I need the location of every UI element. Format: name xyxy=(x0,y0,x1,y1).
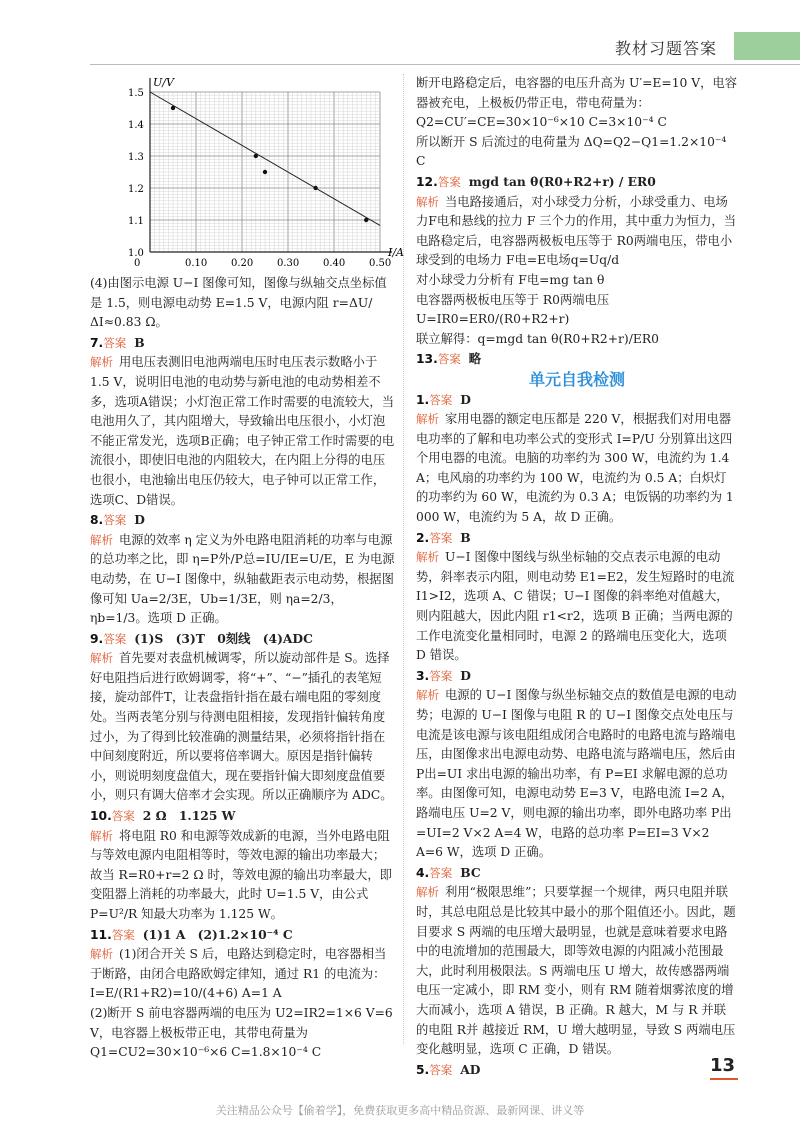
y-tick-label: 1.4 xyxy=(128,120,144,131)
question-number: 10. xyxy=(90,809,112,824)
answer-line xyxy=(416,666,738,687)
answer-value: D xyxy=(460,667,471,683)
analysis-label: 解析 xyxy=(90,947,113,962)
answer-value: AD xyxy=(460,1061,481,1077)
paragraph: 断开电路稳定后，电容器的电压升高为 U′=E=10 V，电容器被充电，上极板仍带正电，带电荷量为：Q2=CU′=CE=30×10⁻⁶×10 C=3×10⁻⁴ C xyxy=(416,76,738,130)
question-number: 9. xyxy=(90,631,104,646)
answer-line xyxy=(416,349,738,370)
paragraph: 对小球受力分析有 F电=mg tan θ xyxy=(416,272,605,287)
header-accent-bar xyxy=(734,32,800,60)
answer-line xyxy=(416,528,738,549)
left-content xyxy=(90,274,395,1063)
analysis-text: 电源的 U−I 图像与纵坐标轴交点的数值是电源的电动势；电源的 U−I 图像与电阻 R 的 U−I 图像交点处电压与电流是该电源与该电阻组成闭合电路时的电路电流与路端电压，由图像求出电源电动势、电路电流与路端电压，然后由 P出=UI 求出电源的输出功率，有 P=EI 求解电源的总功率。由图像可知，电源电动势 E=3 V，电路电流 I=2 A，路端电压 U=2 V，则电源的输出功率，即外电路功率 P出=UI=2 V×2 A=4 W，电路的总功率 P=EI=3 V×2 A=6 W，选项 D 正确。 xyxy=(416,688,737,860)
answer-label: 答案 xyxy=(103,631,127,646)
question-number: 5. xyxy=(416,1062,430,1077)
right-column xyxy=(416,74,738,1080)
analysis-label: 解析 xyxy=(416,194,439,209)
answer-value: mgd tan θ(R0+R2+r) / ER0 xyxy=(468,173,656,189)
question-number: 3. xyxy=(416,668,430,683)
y-tick-label: 1.1 xyxy=(128,216,144,227)
footer-note: 关注精品公众号【偷着学】，免费获取更多高中精品资源、最新网课、讲义等 xyxy=(215,1104,585,1117)
x-tick-label: 0.10 xyxy=(185,258,208,269)
analysis-label: 解析 xyxy=(90,532,113,547)
x-axis-label: I/A xyxy=(388,246,404,259)
analysis-text: 首先要对表盘机械调零，所以旋动部件是 S。选择好电阻挡后进行欧姆调零，将“+”、“−”插孔的表笔短接，旋动部件T，让表盘指针指在最右端电阻的零刻度处。当两表笔分别与待测电阻相接，发现指针偏转角度过小，为了得到比较准确的测量结果，必须将指针指在中间刻度附近，所以要将倍率调大。原因是指针偏转小，则说明刻度盘值大，现在要指针偏大即刻度盘值要小，则只有调大倍率才会实现。所以正确顺序为 ADC。 xyxy=(90,651,393,803)
analysis-label: 解析 xyxy=(90,355,113,370)
question-number: 11. xyxy=(90,927,112,942)
analysis-label: 解析 xyxy=(416,412,439,427)
left-column xyxy=(90,74,404,1063)
analysis-paragraph xyxy=(416,686,738,862)
data-point xyxy=(254,154,258,158)
analysis-text: 将电阻 R0 和电源等效成新的电源，当外电路电阻与等效电源内电阻相等时，等效电源的输出功率最大；故当 R=R0+r=2 Ω 时，等效电源的输出功率最大，即变阻器上消耗的功率最大，此时 U=1.5 V，由公式 P=U²/R 知最大功率为 1.125 W。 xyxy=(90,828,392,921)
answer-value: 2 Ω 1.125 W xyxy=(142,808,236,824)
analysis-text: (1)闭合开关 S 后，电路达到稳定时，电容器相当于断路，由闭合电路欧姆定律知，通过 R1 的电流为： xyxy=(90,947,387,981)
question-number: 4. xyxy=(416,865,430,880)
analysis-text: 用电压表测旧电池两端电压时电压表示数略小于1.5 V，说明旧电池的电动势与新电池的电动势相差不多，选项A错误；小灯泡正常工作时需要的电流较大，当电池用久了，其内阻增大，导致输出电压很小，小灯泡不能正常发光，选项B正确；电子钟正常工作时需要的电流很小，即使旧电池的内阻较大，在内阻上分得的电压也很小，电池输出电压仍较大，电子钟可以正常工作，选项C、D错误。 xyxy=(90,355,395,507)
analysis-label: 解析 xyxy=(90,828,113,843)
answer-value: BC xyxy=(460,864,481,880)
paragraph: (2)断开 S 前电容器两端的电压为 U2=IR2=1×6 V=6 V，电容器上极板带正电，其带电荷量为 Q1=CU2=30×10⁻⁶×6 C=1.8×10⁻⁴ C xyxy=(90,1005,393,1060)
question-number: 2. xyxy=(416,530,430,545)
answer-label: 答案 xyxy=(111,809,135,824)
analysis-paragraph xyxy=(416,410,738,528)
answer-value: D xyxy=(134,512,145,528)
paragraph: 所以断开 S 后流过的电荷量为 ΔQ=Q2−Q1=1.2×10⁻⁴ C xyxy=(416,134,727,169)
analysis-label: 解析 xyxy=(416,688,439,703)
answer-line xyxy=(416,172,738,193)
answer-value: (1)1 A (2)1.2×10⁻⁴ C xyxy=(142,926,293,942)
paragraph: 电容器两极板电压等于 R0两端电压 U=IR0=ER0/(R0+R2+r) xyxy=(416,292,610,327)
answer-label: 答案 xyxy=(429,1062,453,1077)
analysis-paragraph xyxy=(416,193,738,271)
analysis-paragraph xyxy=(90,827,395,925)
analysis-text: 电源的效率 η 定义为外电路电阻消耗的功率与电源的总功率之比，即 η=P外/P总=IU/IE=U/E，E 为电源电动势，在 U−I 图像中，纵轴截距表示电动势，根据图像可知 Ua=2/3E，Ub=1/3E，则 ηa=2/3，ηb=1/3。选项 D 正确。 xyxy=(90,532,395,626)
analysis-label: 解析 xyxy=(90,651,113,666)
answer-label: 答案 xyxy=(103,513,127,528)
column-separator xyxy=(403,74,405,1044)
question-number: 8. xyxy=(90,513,104,528)
analysis-paragraph xyxy=(90,945,395,984)
y-tick-label: 1.0 xyxy=(128,248,144,259)
answer-value: B xyxy=(460,529,471,545)
answer-value: (1)S (3)T 0刻线 (4)ADC xyxy=(134,630,313,646)
answer-line xyxy=(90,925,395,946)
answer-label: 答案 xyxy=(429,865,453,880)
answer-label: 答案 xyxy=(103,335,127,350)
analysis-text: 当电路接通后，对小球受力分析，小球受重力、电场力F电和悬线的拉力 F 三个力的作用，其中重力为恒力，当电路稳定后，电容器两极板电压等于 R0两端电压，带电小球受到的电场力 F电=E电场q=Uq/d xyxy=(416,194,737,268)
x-tick-label: 0.40 xyxy=(323,258,346,269)
data-point xyxy=(313,186,317,190)
answer-line xyxy=(90,629,395,650)
analysis-paragraph xyxy=(416,883,738,1059)
answer-label: 答案 xyxy=(429,530,453,545)
analysis-label: 解析 xyxy=(416,550,439,565)
answer-label: 答案 xyxy=(111,927,135,942)
data-point xyxy=(364,218,368,222)
x-tick-label: 0.50 xyxy=(369,258,392,269)
analysis-paragraph xyxy=(90,353,395,510)
analysis-paragraph xyxy=(90,649,395,806)
answer-value: 略 xyxy=(468,351,482,367)
question-number: 7. xyxy=(90,335,104,350)
answer-line xyxy=(416,863,738,884)
answer-label: 答案 xyxy=(429,392,453,407)
x-tick-label: 0.20 xyxy=(231,258,254,269)
section-title: 单元自我检测 xyxy=(528,369,625,389)
page-number-underline xyxy=(710,1078,738,1080)
answer-line xyxy=(90,333,395,354)
question-number: 13. xyxy=(416,352,438,367)
analysis-text: 利用“极限思维”；只要掌握一个规律，两只电阻并联时，其总电阻总是比较其中最小的那个阻值还小。因此，题目要求 S 两端的电压增大最明显，也就是意味着要求电路中的电流增加的范围最大，即等效电源的内阻减小范围最大，此时利用极限法。S 两端电压 U 增大，故传感器两端电压一定减小，即 RM 变小，则有 RM 随着烟雾浓度的增大而减小，选项 A 错误，B 正确。R 越大，M 与 R 并联的电阻 R并 越接近 RM，U 增大越明显，导致 S 两端电压变化越明显，选项 C 正确，D 错误。 xyxy=(416,885,736,1057)
data-point xyxy=(171,106,175,110)
answer-label: 答案 xyxy=(437,174,461,189)
analysis-label: 解析 xyxy=(416,885,439,900)
answer-value: D xyxy=(460,391,471,407)
y-tick-label: 1.3 xyxy=(128,152,144,163)
answer-label: 答案 xyxy=(429,668,453,683)
analysis-text: U−I 图像中图线与纵坐标轴的交点表示电源的电动势，斜率表示内阻，则电动势 E1=E2，发生短路时的电流 I1>I2，选项 A、C 错误；U−I 图像的斜率绝对值越大，则内阻越大，因此内阻 r1<r2，选项 B 正确；当两电源的工作电流变化量相同时，电源 2 的路端电压变化大，选项 D 错误。 xyxy=(416,550,735,663)
x-tick-label: 0.30 xyxy=(277,258,300,269)
answer-label: 答案 xyxy=(437,352,461,367)
paragraph: (4)由图示电源 U−I 图像可知，图像与纵轴交点坐标值是 1.5，则电源电动势 E=1.5 V，电源内阻 r=ΔU/ΔI≈0.83 Ω。 xyxy=(90,276,387,330)
answer-line xyxy=(416,1060,738,1081)
answer-line xyxy=(90,510,395,531)
y-tick-label: 1.5 xyxy=(128,88,144,99)
paragraph: I=E/(R1+R2)=10/(4+6) A=1 A xyxy=(90,986,282,1001)
question-number: 1. xyxy=(416,392,430,407)
analysis-paragraph xyxy=(416,548,738,666)
answer-line xyxy=(90,806,395,827)
data-point xyxy=(263,170,267,174)
y-tick-label: 1.2 xyxy=(128,184,144,195)
question-number: 12. xyxy=(416,174,438,189)
header-title: 教材习题答案 xyxy=(615,39,718,58)
header-divider xyxy=(90,64,800,65)
analysis-paragraph xyxy=(90,531,395,629)
analysis-text: 家用电器的额定电压都是 220 V，根据我们对用电器电功率的了解和电功率公式的变形式 I=P/U 分别算出这四个用电器的电流。电脑的功率约为 300 W，电流约为 1.4 A；电风扇的功率约为 100 W，电流约为 0.5 A；白炽灯的功率约为 60 W，电流约为 0.3 A；电饭锅的功率约为 1 000 W，电流约为 5 A，故 D 正确。 xyxy=(416,412,734,525)
page-number: 13 xyxy=(710,1055,736,1076)
u-i-graph xyxy=(90,74,404,274)
y-axis-label: U/V xyxy=(153,76,174,89)
answer-line xyxy=(416,390,738,411)
answer-value: B xyxy=(134,334,145,350)
origin-label: 0 xyxy=(134,258,141,269)
paragraph: 联立解得：q=mgd tan θ(R0+R2+r)/ER0 xyxy=(416,331,659,346)
